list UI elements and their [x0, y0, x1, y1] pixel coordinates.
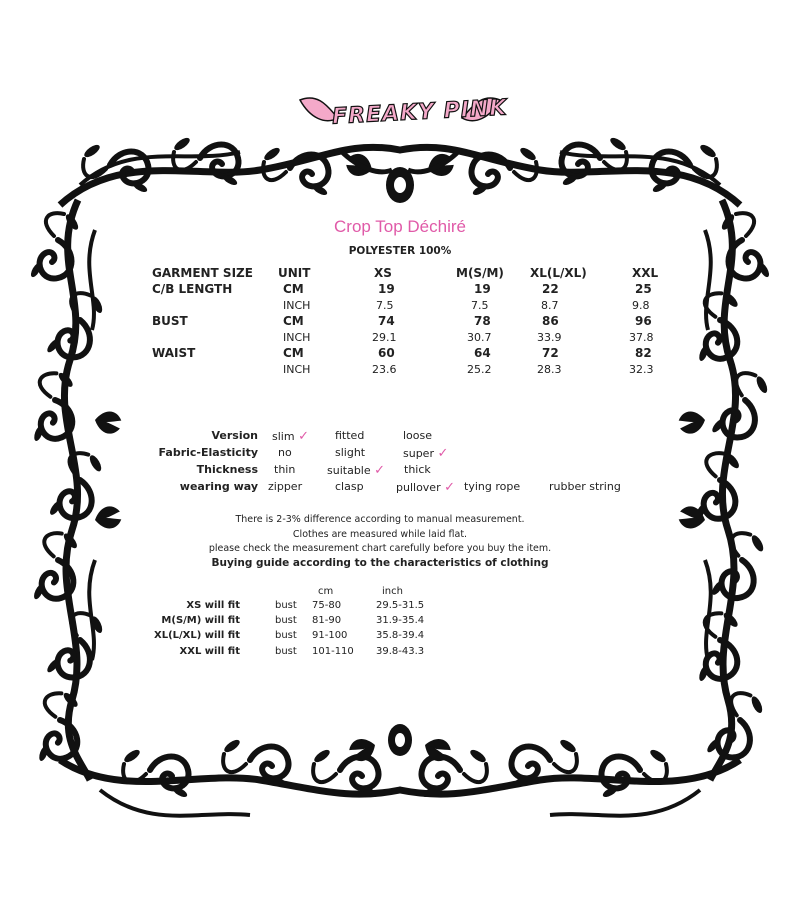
option-rubber-string: rubber string: [549, 480, 621, 493]
option-slim: slim ✓: [272, 429, 309, 444]
note-line: Clothes are measured while laid flat.: [292, 529, 468, 540]
option-no: no: [278, 446, 292, 459]
check-icon: ✓: [437, 446, 449, 461]
header-unit: UNIT: [278, 266, 311, 280]
feature-label-wearing-way: wearing way: [179, 480, 258, 493]
table-cell: 8.7: [541, 299, 559, 312]
guide-cell: bust: [275, 646, 297, 657]
check-icon: ✓: [374, 463, 386, 478]
note-line: There is 2-3% difference according to manual measurement.: [235, 514, 525, 525]
guide-header-inch: inch: [382, 586, 403, 597]
table-cell: 37.8: [629, 331, 654, 344]
table-cell: 86: [542, 314, 559, 328]
frame-right: [677, 200, 771, 780]
table-cell: CM: [283, 346, 304, 360]
table-cell: 7.5: [376, 299, 394, 312]
table-cell: 23.6: [372, 363, 397, 376]
table-cell: 33.9: [537, 331, 562, 344]
table-cell: 22: [542, 282, 559, 296]
guide-cell: 101-110: [312, 646, 354, 657]
option-super: super ✓: [403, 446, 449, 461]
check-icon: ✓: [444, 480, 456, 495]
option-tying-rope: tying rope: [464, 480, 521, 493]
row-label-cb-length: C/B LENGTH: [152, 282, 233, 296]
material-label: POLYESTER 100%: [348, 245, 452, 257]
guide-cell: bust: [275, 600, 297, 611]
feature-label-version: Version: [211, 429, 258, 442]
brand-logo: FREAKY PINK: [331, 95, 508, 130]
frame-top: [60, 136, 740, 205]
option-thin: thin: [274, 463, 296, 476]
table-cell: 9.8: [632, 299, 650, 312]
table-cell: 64: [474, 346, 491, 360]
guide-header-cm: cm: [318, 586, 334, 597]
table-cell: 82: [635, 346, 652, 360]
table-cell: 7.5: [471, 299, 489, 312]
option-thick: thick: [404, 463, 431, 476]
option-clasp: clasp: [335, 480, 364, 493]
guide-cell: 31.9-35.4: [376, 615, 425, 626]
table-cell: 25: [635, 282, 652, 296]
option-suitable: suitable ✓: [327, 463, 386, 478]
option-pullover: pullover ✓: [396, 480, 456, 495]
table-cell: 72: [542, 346, 559, 360]
header-xs: XS: [374, 266, 392, 280]
table-cell: INCH: [283, 331, 311, 344]
frame-left: [22, 200, 123, 780]
guide-cell: 81-90: [312, 615, 342, 626]
table-cell: 60: [378, 346, 395, 360]
check-icon: ✓: [298, 429, 309, 444]
guide-cell: bust: [275, 630, 297, 641]
option-loose: loose: [403, 429, 433, 442]
header-xl: XL(L/XL): [530, 266, 587, 280]
header-garment-size: GARMENT SIZE: [152, 266, 253, 280]
guide-cell: 91-100: [312, 630, 348, 641]
table-cell: INCH: [283, 363, 311, 376]
table-cell: CM: [283, 282, 304, 296]
table-cell: 96: [635, 314, 652, 328]
guide-cell: 29.5-31.5: [376, 600, 425, 611]
guide-row-label: M(S/M) will fit: [161, 615, 240, 626]
table-cell: 29.1: [372, 331, 397, 344]
table-cell: 74: [378, 314, 395, 328]
guide-row-label: XS will fit: [186, 600, 240, 611]
table-cell: 25.2: [467, 363, 492, 376]
guide-cell: 35.8-39.4: [376, 630, 425, 641]
row-label-bust: BUST: [152, 314, 188, 328]
option-fitted: fitted: [335, 429, 365, 442]
guide-cell: 75-80: [312, 600, 342, 611]
table-cell: 28.3: [537, 363, 562, 376]
table-cell: 30.7: [467, 331, 492, 344]
guide-row-label: XL(L/XL) will fit: [153, 630, 240, 641]
guide-cell: bust: [275, 615, 297, 626]
table-cell: INCH: [283, 299, 311, 312]
feature-label-thickness: Thickness: [196, 463, 258, 476]
option-slight: slight: [335, 446, 366, 459]
guide-cell: 39.8-43.3: [376, 646, 425, 657]
header-xxl: XXL: [632, 266, 659, 280]
buying-guide-title: Buying guide according to the characteristics of clothing: [211, 557, 549, 569]
table-cell: 19: [378, 282, 395, 296]
table-cell: CM: [283, 314, 304, 328]
option-zipper: zipper: [268, 480, 303, 493]
table-cell: 32.3: [629, 363, 654, 376]
feature-label-elasticity: Fabric-Elasticity: [158, 446, 258, 459]
table-cell: 78: [474, 314, 491, 328]
table-cell: 19: [474, 282, 491, 296]
frame-bottom: [60, 724, 740, 816]
row-label-waist: WAIST: [152, 346, 196, 360]
header-m: M(S/M): [456, 266, 504, 280]
product-title: Crop Top Déchiré: [334, 217, 466, 236]
note-line: please check the measurement chart carefully before you buy the item.: [208, 543, 552, 554]
guide-row-label: XXL will fit: [179, 646, 240, 657]
